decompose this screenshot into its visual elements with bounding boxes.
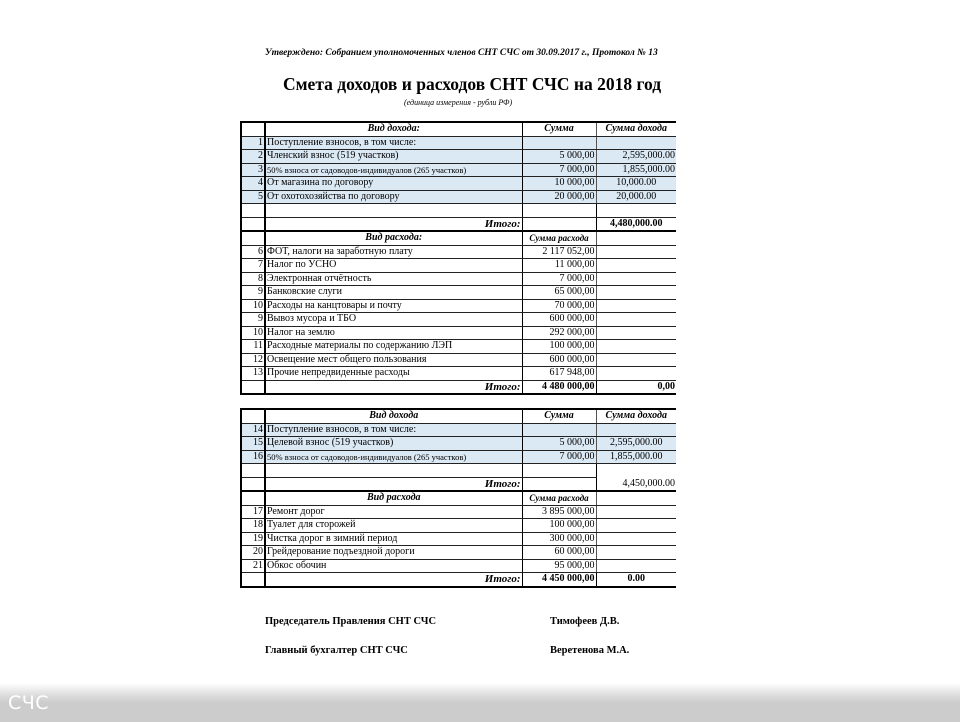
row-name: Налог на землю bbox=[265, 326, 522, 340]
expense-row bbox=[241, 546, 676, 560]
income-row bbox=[241, 177, 676, 191]
expense-type-header: Вид расхода: bbox=[265, 231, 522, 245]
row-total: 1,855,000.00 bbox=[596, 450, 676, 464]
expense-row bbox=[241, 272, 676, 286]
income-row bbox=[241, 136, 676, 150]
row-name: Расходы на канцтовары и почту bbox=[265, 299, 522, 313]
num-cell bbox=[241, 231, 265, 245]
income-type-header: Вид дохода bbox=[265, 409, 522, 423]
row-number: 20 bbox=[241, 546, 265, 560]
total-label: Итого: bbox=[265, 573, 522, 587]
row-name: Чистка дорог в зимний период bbox=[265, 532, 522, 546]
accountant-role: Главный бухгалтер СНТ СЧС bbox=[265, 645, 408, 656]
row-sum: 7 000,00 bbox=[522, 450, 596, 464]
row-sum: 100 000,00 bbox=[522, 519, 596, 533]
chairman-name: Тимофеев Д.В. bbox=[550, 616, 620, 627]
row-sum: 7 000,00 bbox=[522, 163, 596, 177]
row-number: 18 bbox=[241, 519, 265, 533]
income-grand-total: 4,480,000.00 bbox=[596, 217, 676, 231]
row-number: 21 bbox=[241, 559, 265, 573]
row-total: 20,000.00 bbox=[596, 190, 676, 204]
income-row bbox=[241, 423, 676, 437]
num-cell bbox=[241, 204, 265, 218]
row-total: 1,855,000.00 bbox=[596, 163, 676, 177]
blank-cell bbox=[596, 313, 676, 327]
balance-total: 0,00 bbox=[596, 380, 676, 394]
accountant-name: Веретенова М.А. bbox=[550, 645, 630, 656]
income-row bbox=[241, 190, 676, 204]
num-cell bbox=[241, 122, 265, 136]
blank-cell bbox=[596, 532, 676, 546]
approval-note: Утверждено: Собранием уполномоченных членов СНТ СЧС от 30.09.2017 г., Протокол № 13 bbox=[265, 48, 658, 58]
expense-row bbox=[241, 313, 676, 327]
blank-cell bbox=[522, 464, 596, 478]
row-total: 2,595,000.00 bbox=[596, 150, 676, 164]
row-sum: 5 000,00 bbox=[522, 150, 596, 164]
row-sum: 617 948,00 bbox=[522, 367, 596, 381]
row-name: От магазина по договору bbox=[265, 177, 522, 191]
row-name: ФОТ, налоги на заработную плату bbox=[265, 245, 522, 259]
income-total-header: Сумма дохода bbox=[596, 409, 676, 423]
footer-bar bbox=[0, 683, 960, 722]
income-grand-total: 4,450,000.00 bbox=[596, 477, 676, 491]
row-name: Обкос обочин bbox=[265, 559, 522, 573]
num-cell bbox=[241, 491, 265, 505]
blank-cell bbox=[596, 559, 676, 573]
total-label: Итого: bbox=[265, 217, 522, 231]
blank-cell bbox=[265, 204, 522, 218]
blank-cell bbox=[596, 204, 676, 218]
row-number: 14 bbox=[241, 423, 265, 437]
document-title: Смета доходов и расходов СНТ СЧС на 2018 год bbox=[283, 74, 662, 94]
sum-header: Сумма bbox=[522, 409, 596, 423]
income-type-header: Вид дохода: bbox=[265, 122, 522, 136]
blank-cell bbox=[596, 464, 676, 478]
blank-cell bbox=[596, 491, 676, 505]
row-sum: 95 000,00 bbox=[522, 559, 596, 573]
row-sum: 600 000,00 bbox=[522, 353, 596, 367]
row-name: Ремонт дорог bbox=[265, 505, 522, 519]
row-name: Туалет для сторожей bbox=[265, 519, 522, 533]
row-name: Расходные материалы по содержанию ЛЭП bbox=[265, 340, 522, 354]
num-cell bbox=[241, 573, 265, 587]
total-sum bbox=[522, 217, 596, 231]
row-number: 3 bbox=[241, 163, 265, 177]
expense-row bbox=[241, 505, 676, 519]
row-number: 4 bbox=[241, 177, 265, 191]
income-row bbox=[241, 450, 676, 464]
row-name: Прочие непредвиденные расходы bbox=[265, 367, 522, 381]
row-sum bbox=[522, 136, 596, 150]
expense-total-row bbox=[241, 380, 676, 394]
row-number: 12 bbox=[241, 353, 265, 367]
blank-row bbox=[241, 464, 676, 478]
balance-total: 0.00 bbox=[596, 573, 676, 587]
blank-cell bbox=[596, 546, 676, 560]
chairman-role: Председатель Правления СНТ СЧС bbox=[265, 616, 437, 627]
row-number: 10 bbox=[241, 299, 265, 313]
row-name: Освещение мест общего пользования bbox=[265, 353, 522, 367]
row-sum: 20 000,00 bbox=[522, 190, 596, 204]
total-label: Итого: bbox=[265, 477, 522, 491]
num-cell bbox=[241, 464, 265, 478]
income-row bbox=[241, 437, 676, 451]
row-sum: 10 000,00 bbox=[522, 177, 596, 191]
row-number: 19 bbox=[241, 532, 265, 546]
blank-cell bbox=[596, 245, 676, 259]
row-sum: 65 000,00 bbox=[522, 286, 596, 300]
row-name: Вывоз мусора и ТБО bbox=[265, 313, 522, 327]
blank-cell bbox=[596, 286, 676, 300]
row-sum: 300 000,00 bbox=[522, 532, 596, 546]
row-name: Членский взнос (519 участков) bbox=[265, 150, 522, 164]
num-cell bbox=[241, 477, 265, 491]
expense-row bbox=[241, 299, 676, 313]
expense-row bbox=[241, 353, 676, 367]
income-header-row bbox=[241, 409, 676, 423]
income-total-row bbox=[241, 217, 676, 231]
row-number: 10 bbox=[241, 326, 265, 340]
row-sum bbox=[522, 423, 596, 437]
blank-cell bbox=[596, 299, 676, 313]
expense-row bbox=[241, 532, 676, 546]
unit-note: (единица измерения - рубли РФ) bbox=[404, 98, 513, 107]
income-total-row bbox=[241, 477, 676, 491]
row-sum: 292 000,00 bbox=[522, 326, 596, 340]
expense-header-row bbox=[241, 231, 676, 245]
row-sum: 5 000,00 bbox=[522, 437, 596, 451]
row-number: 9 bbox=[241, 286, 265, 300]
blank-cell bbox=[596, 326, 676, 340]
row-name: Электронная отчётность bbox=[265, 272, 522, 286]
row-total: 10,000.00 bbox=[596, 177, 676, 191]
row-sum: 100 000,00 bbox=[522, 340, 596, 354]
row-total: 2,595,000.00 bbox=[596, 437, 676, 451]
budget-table-main bbox=[240, 121, 676, 395]
expense-row bbox=[241, 340, 676, 354]
blank-row bbox=[241, 204, 676, 218]
blank-cell bbox=[596, 231, 676, 245]
row-name: От охотохозяйства по договору bbox=[265, 190, 522, 204]
row-sum: 3 895 000,00 bbox=[522, 505, 596, 519]
row-number: 6 bbox=[241, 245, 265, 259]
expense-row bbox=[241, 367, 676, 381]
blank-cell bbox=[596, 353, 676, 367]
expense-sum-header: Сумма расхода bbox=[522, 231, 596, 245]
expense-row bbox=[241, 326, 676, 340]
row-total bbox=[596, 423, 676, 437]
footer-logo-text: СЧС bbox=[8, 692, 50, 714]
income-row bbox=[241, 163, 676, 177]
blank-cell bbox=[265, 464, 522, 478]
row-sum: 600 000,00 bbox=[522, 313, 596, 327]
expense-header-row bbox=[241, 491, 676, 505]
expense-row bbox=[241, 286, 676, 300]
row-name: Налог по УСНО bbox=[265, 259, 522, 273]
row-number: 8 bbox=[241, 272, 265, 286]
blank-cell bbox=[596, 340, 676, 354]
row-name: Банковские слуги bbox=[265, 286, 522, 300]
blank-cell bbox=[596, 259, 676, 273]
row-number: 11 bbox=[241, 340, 265, 354]
expense-sum-header: Сумма расхода bbox=[522, 491, 596, 505]
expense-row bbox=[241, 559, 676, 573]
blank-cell bbox=[596, 367, 676, 381]
blank-cell bbox=[522, 204, 596, 218]
row-number: 15 bbox=[241, 437, 265, 451]
row-number: 7 bbox=[241, 259, 265, 273]
row-number: 16 bbox=[241, 450, 265, 464]
row-total bbox=[596, 136, 676, 150]
income-header-row bbox=[241, 122, 676, 136]
blank-cell bbox=[596, 272, 676, 286]
income-row bbox=[241, 150, 676, 164]
row-number: 13 bbox=[241, 367, 265, 381]
row-name: Целевой взнос (519 участков) bbox=[265, 437, 522, 451]
expense-grand-total: 4 450 000,00 bbox=[522, 573, 596, 587]
expense-row bbox=[241, 519, 676, 533]
row-number: 5 bbox=[241, 190, 265, 204]
blank-cell bbox=[596, 519, 676, 533]
total-label: Итого: bbox=[265, 380, 522, 394]
row-name: Поступление взносов, в том числе: bbox=[265, 423, 522, 437]
sum-header: Сумма bbox=[522, 122, 596, 136]
expense-type-header: Вид расхода bbox=[265, 491, 522, 505]
num-cell bbox=[241, 217, 265, 231]
row-number: 17 bbox=[241, 505, 265, 519]
expense-row bbox=[241, 259, 676, 273]
row-number: 9 bbox=[241, 313, 265, 327]
row-number: 1 bbox=[241, 136, 265, 150]
expense-total-row bbox=[241, 573, 676, 587]
row-sum: 2 117 052,00 bbox=[522, 245, 596, 259]
expense-grand-total: 4 480 000,00 bbox=[522, 380, 596, 394]
row-sum: 11 000,00 bbox=[522, 259, 596, 273]
total-sum bbox=[522, 477, 596, 491]
num-cell bbox=[241, 409, 265, 423]
income-total-header: Сумма дохода bbox=[596, 122, 676, 136]
row-number: 2 bbox=[241, 150, 265, 164]
budget-table-target bbox=[240, 408, 676, 588]
row-sum: 7 000,00 bbox=[522, 272, 596, 286]
row-name: 50% взноса от садоводов-индивидуалов (265 участков) bbox=[265, 450, 522, 464]
expense-row bbox=[241, 245, 676, 259]
blank-cell bbox=[596, 505, 676, 519]
row-name: Поступление взносов, в том числе: bbox=[265, 136, 522, 150]
row-sum: 60 000,00 bbox=[522, 546, 596, 560]
row-sum: 70 000,00 bbox=[522, 299, 596, 313]
row-name: Грейдерование подъездной дороги bbox=[265, 546, 522, 560]
num-cell bbox=[241, 380, 265, 394]
row-name: 50% взноса от садоводов-индивидуалов (265 участков) bbox=[265, 163, 522, 177]
